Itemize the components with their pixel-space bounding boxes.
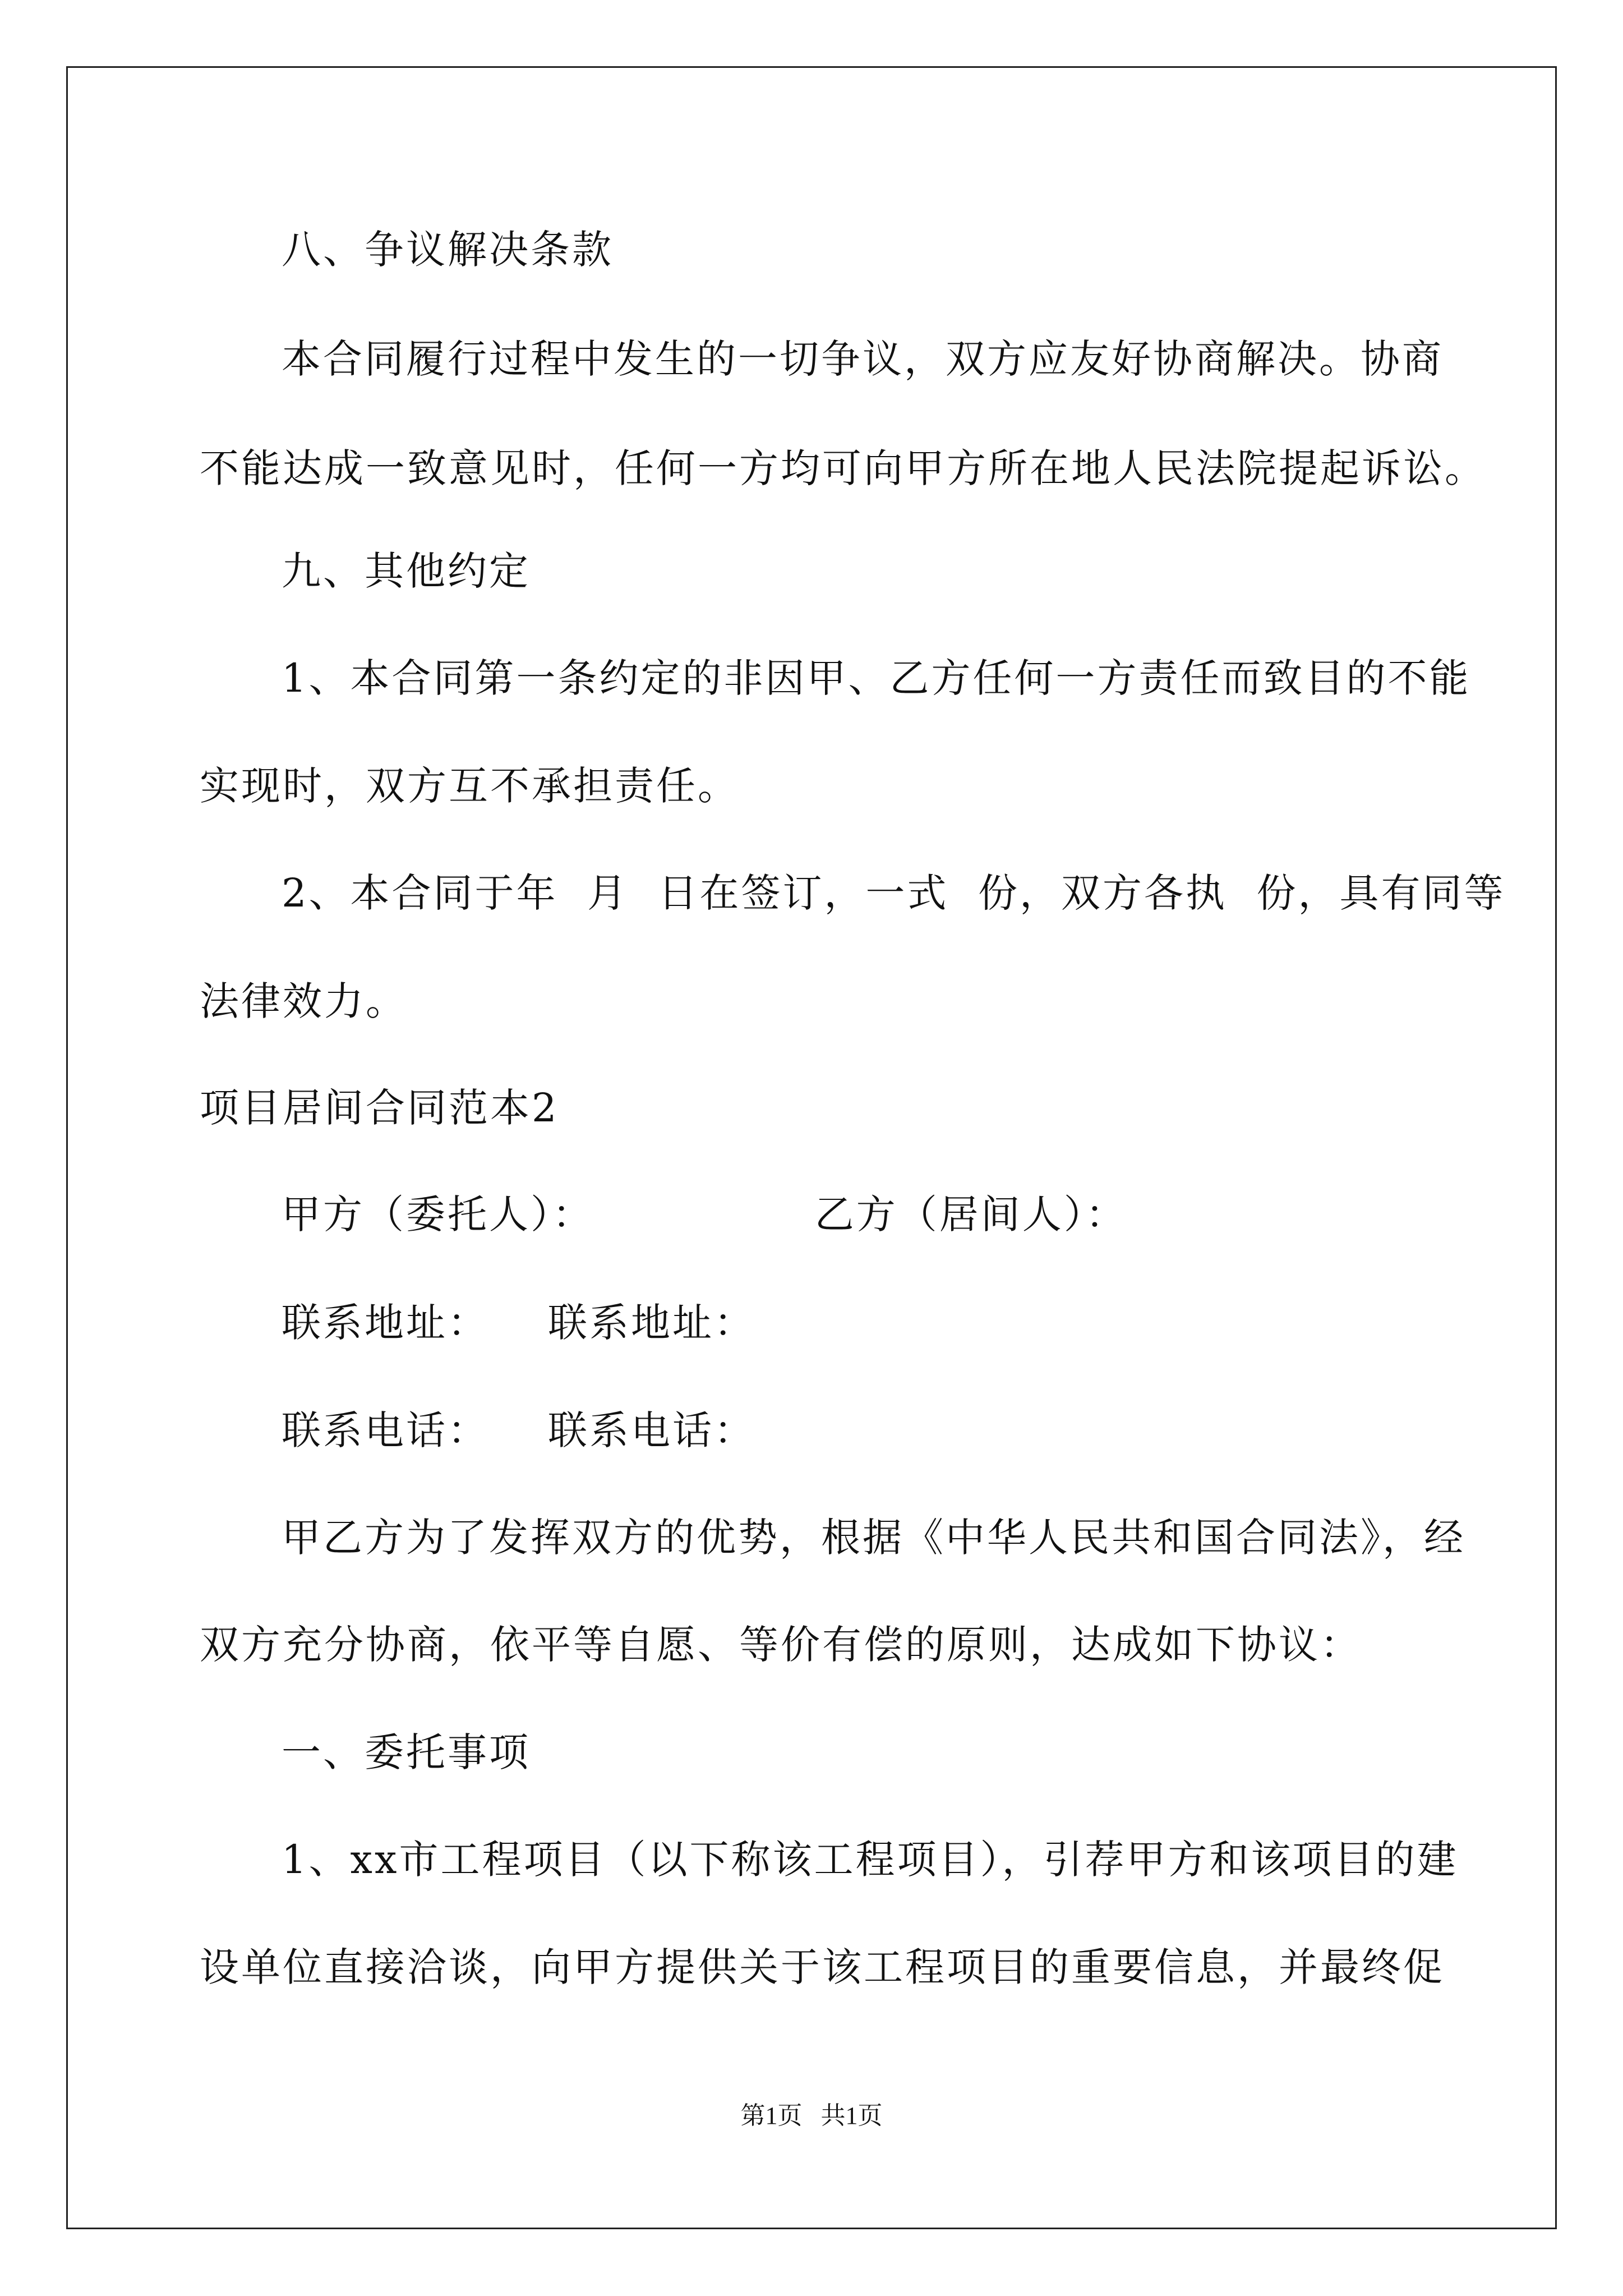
paragraph-line: 甲乙方为了发挥双方的优势，根据《中华人民共和国合同法》，经 <box>282 1515 1465 1561</box>
page-footer: 第1页 共1页 <box>740 2102 883 2129</box>
party-line: 甲方（委托人）： 乙方（居间人）： <box>282 1191 1127 1237</box>
paragraph-line: 不能达成一致意见时，任何一方均可向甲方所在地人民法院提起诉讼。 <box>200 445 1486 491</box>
document-title: 项目居间合同范本2 <box>200 1085 559 1131</box>
paragraph-line: 本合同履行过程中发生的一切争议，双方应友好协商解决。协商 <box>282 336 1444 382</box>
address-line: 联系地址： 联系地址： <box>282 1300 756 1346</box>
paragraph-line: 设单位直接洽谈，向甲方提供关于该工程项目的重要信息，并最终促 <box>200 1944 1445 1990</box>
paragraph-line: 2、本合同于年 月 日在签订，一式 份，双方各执 份，具有同等 <box>282 870 1506 916</box>
paragraph-line: 法律效力。 <box>200 978 407 1024</box>
section-heading-entrust: 一、委托事项 <box>282 1729 531 1775</box>
section-heading-other: 九、其他约定 <box>282 548 531 594</box>
paragraph-line: 1、xx市工程项目（以下称该工程项目），引荐甲方和该项目的建 <box>282 1837 1459 1883</box>
page-border <box>66 66 1557 2229</box>
paragraph-line: 1、本合同第一条约定的非因甲、乙方任何一方责任而致目的不能 <box>282 655 1471 701</box>
section-heading-dispute: 八、争议解决条款 <box>282 227 614 273</box>
phone-line: 联系电话： 联系电话： <box>282 1407 756 1453</box>
paragraph-line: 双方充分协商，依平等自愿、等价有偿的原则，达成如下协议： <box>200 1622 1362 1668</box>
paragraph-line: 实现时，双方互不承担责任。 <box>200 763 739 809</box>
